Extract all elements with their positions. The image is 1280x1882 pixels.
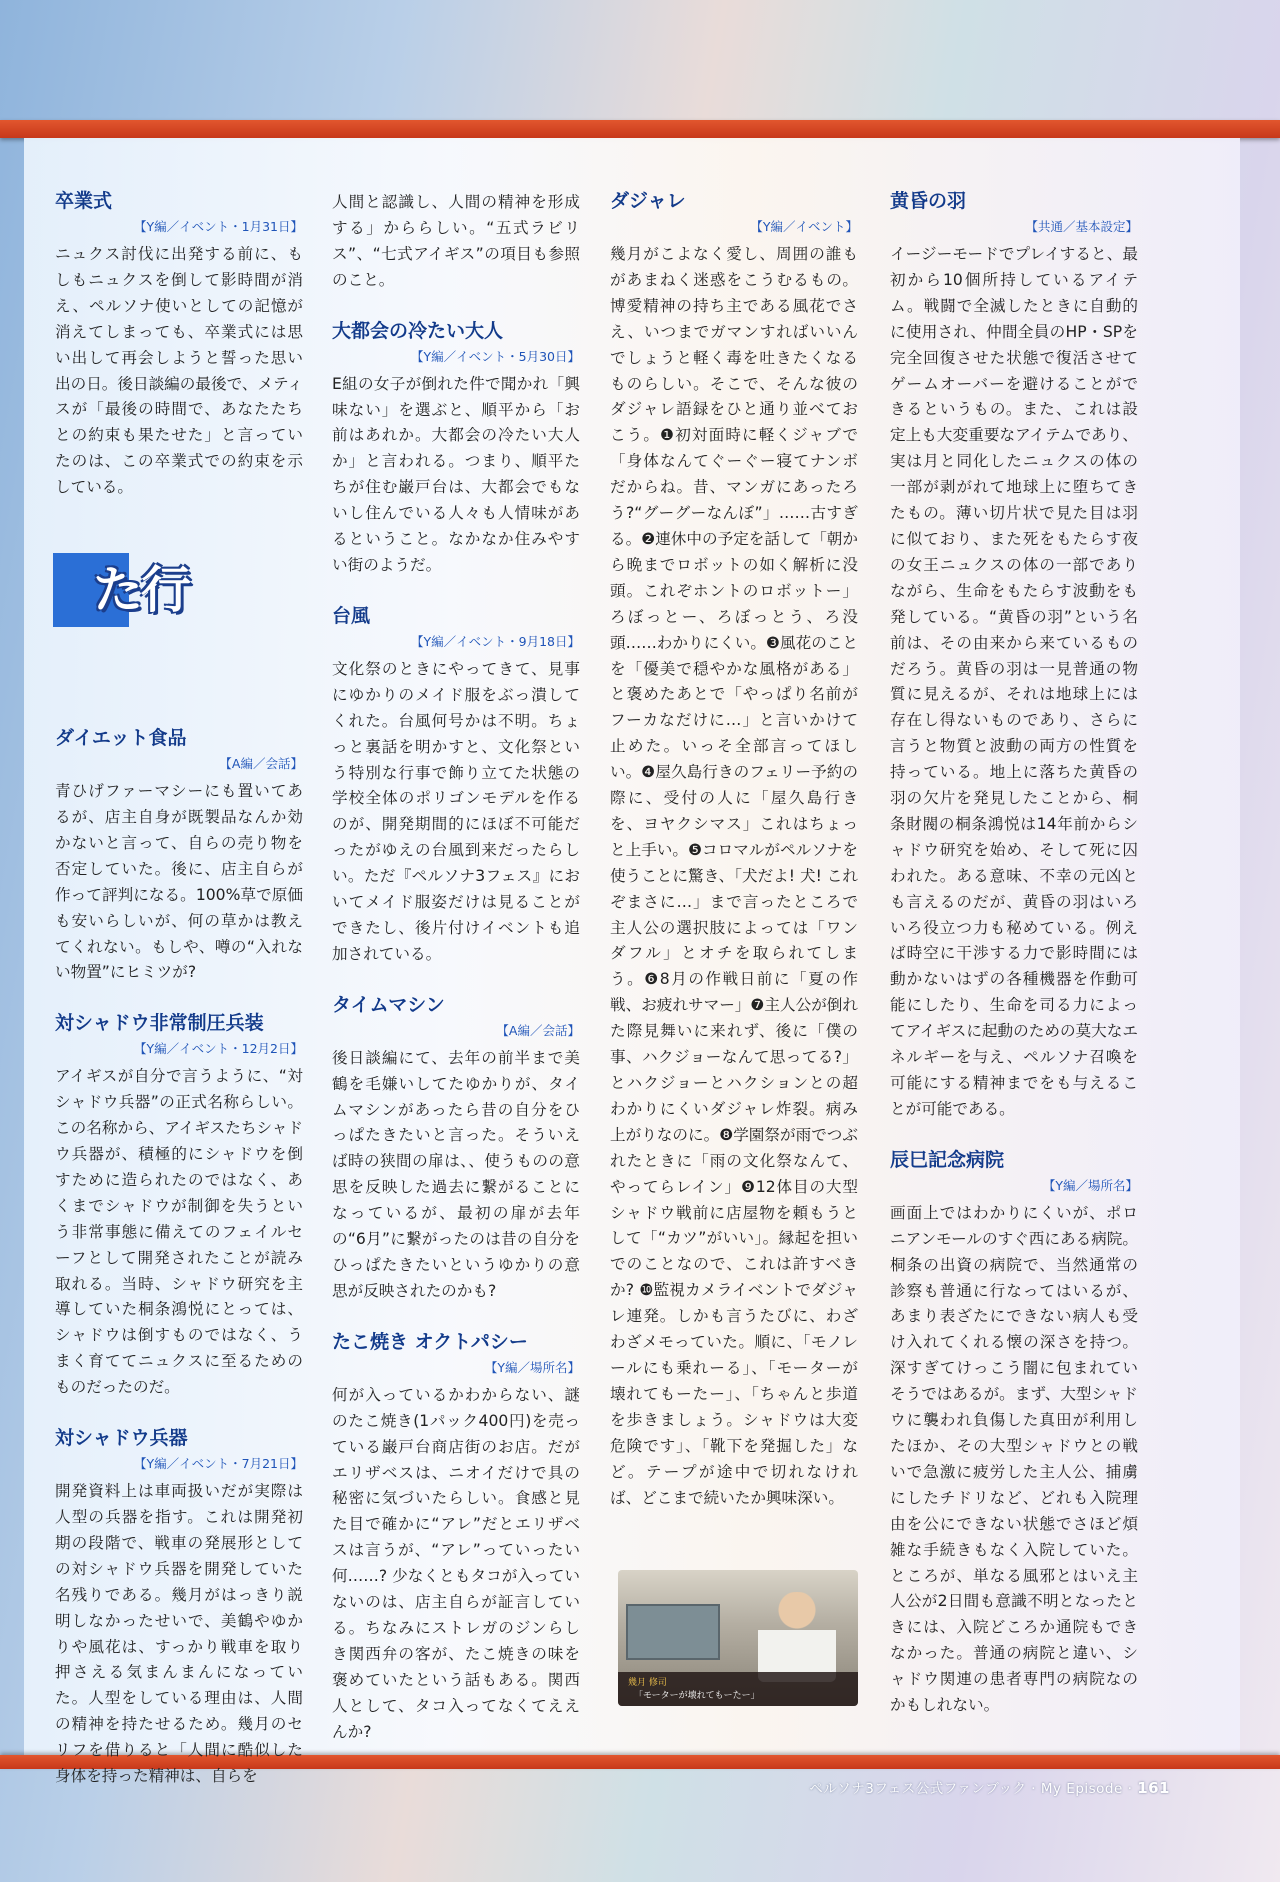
dialogue-speaker: 幾月 修司 (628, 1678, 667, 1688)
entry-tag: 【 Y編／場所名 】 (332, 1359, 580, 1377)
entry-heading: 卒業式 (55, 190, 113, 212)
column-1 (55, 188, 303, 1814)
entry-daitokai (332, 318, 580, 579)
section-header (53, 553, 253, 627)
game-screenshot (618, 1570, 858, 1706)
entry-heading: 大都会の冷たい大人 (332, 319, 504, 342)
entry-body: アイギスが自分で言うように、“対シャドウ兵器”の正式名称らしい。この名称から、アイギスたちシャドウ兵器が、積極的にシャドウを倒すために造られたのではなく、あくまでシャドウが制御を失うという非常事態に備えてのフェイルセーフとして開発されたことが読み取れる。当時、シャドウ研究を主導していた桐条鴻悦にとっては、シャドウは倒すものではなく、うまく育ててニュクスに至るためのものだったのだ。 (55, 1067, 303, 1397)
footer-chapter: My Episode (1040, 1781, 1123, 1797)
entry-body: 何が入っているかわからない、謎のたこ焼き(1パック400円)を売っている巌戸台商店街のお店。だがエリザベスは、ニオイだけで具の秘密に気づいたらしい。食感と見た目で確かに“アレ”だとエリザベスは言うが、“アレ”っていったい何……? 少なくともタコが入っていないのは、店主自らが証言している。ちなみにストレガのジンらしき関西弁の客が、たこ焼きの味を褒めていたという話もある。関西人として、タコ入ってなくてええんか? (332, 1385, 580, 1741)
entry-heading: 黄昏の羽 (890, 190, 967, 212)
entry-body: 幾月がこよなく愛し、周囲の誰もがあまねく迷惑をこうむるもの。博愛精神の持ち主である風花でさえ、いつまでガマンすればいいんでしょうと軽く毒を吐きたくなるものらしい。そこで、そんな彼のダジャレ語録をひと通り並べておこう。❶初対面時に軽くジャブで「身体なんてぐーぐー寝てナンボだからね。昔、マンガにあったろう?“グーグーなんぼ”」……古すぎる。❷連休中の予定を話して「朝から晩までロボットの如く解析に没頭。これぞホントのロボットー」ろぼっとー、ろぼっとう、ろ没頭……わかりにくい。❸風花のことを「優美で穏やかな風格がある」と褒めたあとで「やっぱり名前がフーカなだけに…」と言いかけて止めた。いっそ全部言ってほしい。❹屋久島行きのフェリー予約の際に、受付の人に「屋久島行きを、ヨヤクシマス」これはちょっと上手い。❺コロマルがペルソナを使うことに驚き、「犬だよ! 犬! これぞまさに…」まで言ったところで主人公の選択肢によっては「ワンダフル」とオチを取られてしまう。❻8月の作戦日前に「夏の作戦、お疲れサマー」❼主人公が倒れた際見舞いに来れず、後に「僕の事、ハクジョーなんて思ってる?」とハクジョーとハクションとの超わかりにくいダジャレ炸裂。病み上がりなのに。❽学園祭が雨でつぶれたときに「雨の文化祭なんて、やってらレイン」❾12体目の大型シャドウ戦前に店屋物を頼もうとして「“カツ”がいい」。縁起を担いでのことなので、これは許すべきか? ❿監視カメライベントでダジャレ連発。しかも言うたびに、わざわざメモっていた。順に、「モノレールにも乗れーる」、「モーターが壊れてもーたー」、「ちゃんと歩道を歩きましょう。シャドウは大変危険です」、「靴下を発掘した」など。テープが途中で切れなければ、どこまで続いたか興味深い。 (610, 245, 858, 1507)
control-panel-graphic (626, 1604, 720, 1660)
entry-tasogare-no-hane (890, 188, 1138, 1123)
entry-heading: 対シャドウ非常制圧兵装 (55, 1012, 264, 1035)
entry-continued (332, 190, 580, 294)
entry-tag: 【 Y編／イベント・5月30日 】 (332, 348, 580, 366)
entry-heading: タイムマシン (332, 993, 445, 1016)
entry-body: 後日談編にて、去年の前半まで美鶴を毛嫌いしてたゆかりが、タイムマシンがあったら昔の自分をひっぱたきたいと言った。そういえば時の狭間の扉は、、使うものの意思を反映した過去に繋がることになっているが、最初の扉が去年の“6月”に繋がったのは昔の自分をひっぱたきたいというゆかりの意思が反映されたのかも? (332, 1048, 580, 1300)
entry-tag: 【 Y編／場所名 】 (890, 1177, 1138, 1195)
entry-dajare (610, 188, 858, 1511)
entry-sotsugyoushiki (55, 188, 303, 501)
entry-tag: 【 Y編／イベント 】 (610, 218, 858, 236)
entry-typhoon (332, 603, 580, 968)
character-graphic (758, 1592, 836, 1682)
entry-tag: 【 A編／会話 】 (55, 755, 303, 773)
entry-tatsumi-hospital (890, 1147, 1138, 1719)
entry-body: 画面上ではわかりにくいが、ポロニアンモールのすぐ西にある病院。桐条の出資の病院で、当然通常の診察も普通に行なってはいるが、あまり表ざたにできない病人も受け入れてくれる懐の深さを持つ。深すぎてけっこう闇に包まれていそうではあるが。まず、大型シャドウに襲われ負傷した真田が利用したほか、その大型シャドウとの戦いで急激に疲労した主人公、捕虜にしたチドリなど、どれも入院理由を公にできない状態でさほど煩雑な手続きもなく入院していた。ところが、単なる風邪とはいえ主人公が2日間も意識不明となったときには、入院どころか通院もできなかった。普通の病院と違い、シャドウ関連の患者専門の病院なのかもしれない。 (890, 1203, 1138, 1715)
entry-tag: 【 Y編／イベント・12月2日 】 (55, 1040, 303, 1058)
entry-heading: 辰巳記念病院 (890, 1148, 1005, 1171)
entry-body: イージーモードでプレイすると、最初から10個所持しているアイテム。戦闘で全滅したときに自動的に使用され、仲間全員のHP・SPを完全回復させた状態で復活させてゲームオーバーを避けることができるというもの。また、これは設定上も大変重要なアイテムであり、実は月と同化したニュクスの体の一部が剥がれて地球上に堕ちてきたもの。薄い切片状で見た目は羽に似ており、また死をもたらす夜の女王ニュクスの体の一部でありながら、生命をもたらす波動をも発している。“黄昏の羽”という名前は、その由来から来ているものだろう。黄昏の羽は一見普通の物質に見えるが、それは地球上には存在し得ないものであり、さらに言うと物質と波動の両方の性質を持っている。地上に落ちた黄昏の羽の欠片を発見したことから、桐条財閥の桐条鴻悦は14年前からシャドウ研究を始め、そして死に囚われた。ある意味、不幸の元凶とも言えるのだが、黄昏の羽はいろいろ役立つ力も秘めている。例えば時空に干渉する力で影時間には動かないはずの各種機器を作動可能にしたり、生命を司る力によってアイギスに起動のための莫大なエネルギーを与え、ペルソナ召喚を可能にする精神までをも与えることが可能である。 (890, 245, 1138, 1118)
page-number: 161 (1137, 1779, 1170, 1797)
page-footer: ペルソナ3フェス公式ファンブック · My Episode · 161 (809, 1779, 1170, 1797)
dialogue-line: 「モーターが壊れてもーたー」 (634, 1691, 760, 1701)
entry-time-machine (332, 992, 580, 1305)
top-border (0, 120, 1280, 138)
entry-body: E組の女子が倒れた件で聞かれ「興味ない」を選ぶと、順平から「お前はあれか。大都会の冷たい大人か」と言われる。つまり、順平たちが住む巌戸台は、大都会でもないし住んでいる人々も人情味があるということ。なかなか住みやすい街のようだ。 (332, 374, 580, 574)
entry-body: 青ひげファーマシーにも置いてあるが、店主自身が既製品なんか効かないと言って、自らの売り物を否定していた。後に、店主自らが作って評判になる。100%草で原価も安いらしいが、何の草かは教えてくれない。もしや、噂の“入れない物置”にヒミツが? (55, 782, 303, 982)
entry-anti-shadow-armament (55, 1010, 303, 1401)
column-3 (610, 188, 858, 1535)
entry-takoyaki (332, 1329, 580, 1746)
entry-body: ニュクス討伐に出発する前に、もしもニュクスを倒して影時間が消え、ペルソナ使いとしての記憶が消えてしまっても、卒業式には思い出して再会しようと誓った思い出の日。後日談編の最後で、メティスが「最後の時間で、あなたたちとの約束も果たせた」と言っていたのは、この卒業式での約束を示している。 (55, 245, 303, 497)
entry-heading: ダジャレ (610, 190, 686, 212)
entry-tag: 【 Y編／イベント・9月18日 】 (332, 633, 580, 651)
entry-tag: 【 A編／会話 】 (332, 1022, 580, 1040)
entry-heading: 対シャドウ兵器 (55, 1427, 188, 1450)
entry-diet-food (55, 725, 303, 986)
column-4 (890, 188, 1138, 1743)
column-2 (332, 190, 580, 1770)
entry-anti-shadow-weapon (55, 1425, 303, 1790)
entry-body: 人間と認識し、人間の精神を形成する」かららしい。“五式ラビリス”、“七式アイギス”の項目も参照のこと。 (332, 193, 580, 289)
entry-heading: ダイエット食品 (55, 727, 187, 750)
entry-tag: 【 Y編／イベント・1月31日 】 (55, 218, 303, 236)
entry-tag: 【 Y編／イベント・7月21日 】 (55, 1455, 303, 1473)
entry-heading: 台風 (332, 604, 371, 627)
entry-tag: 【 共通／基本設定 】 (890, 218, 1138, 236)
entry-body: 文化祭のときにやってきて、見事にゆかりのメイド服をぶっ潰してくれた。台風何号かは不明。ちょっと裏話を明かすと、文化祭という特別な行事で飾り立てた状態の学校全体のポリゴンモデルを作るのが、開発期間的にほぼ不可能だったがゆえの台風到来だったらしい。ただ『ペルソナ3フェス』においてメイド服姿だけは見ることができたし、後片付けイベントも追加されている。 (332, 659, 580, 963)
footer-book: ペルソナ3フェス公式ファンブック (809, 1781, 1027, 1797)
entry-heading: たこ焼き オクトパシー (332, 1330, 528, 1353)
section-title: た行 (93, 561, 189, 619)
entry-body: 開発資料上は車両扱いだが実際は人型の兵器を指す。これは開発初期の段階で、戦車の発展形としての対シャドウ兵器を開発していた名残りである。幾月がはっきり説明しなかったせいで、美鶴やゆかりや風花は、すっかり戦車を取り押さえる気まんまんになっていた。人型をしている理由は、人間の精神を持たせるため。幾月のセリフを借りると「人間に酷似した身体を持った精神は、自らを (55, 1482, 303, 1786)
